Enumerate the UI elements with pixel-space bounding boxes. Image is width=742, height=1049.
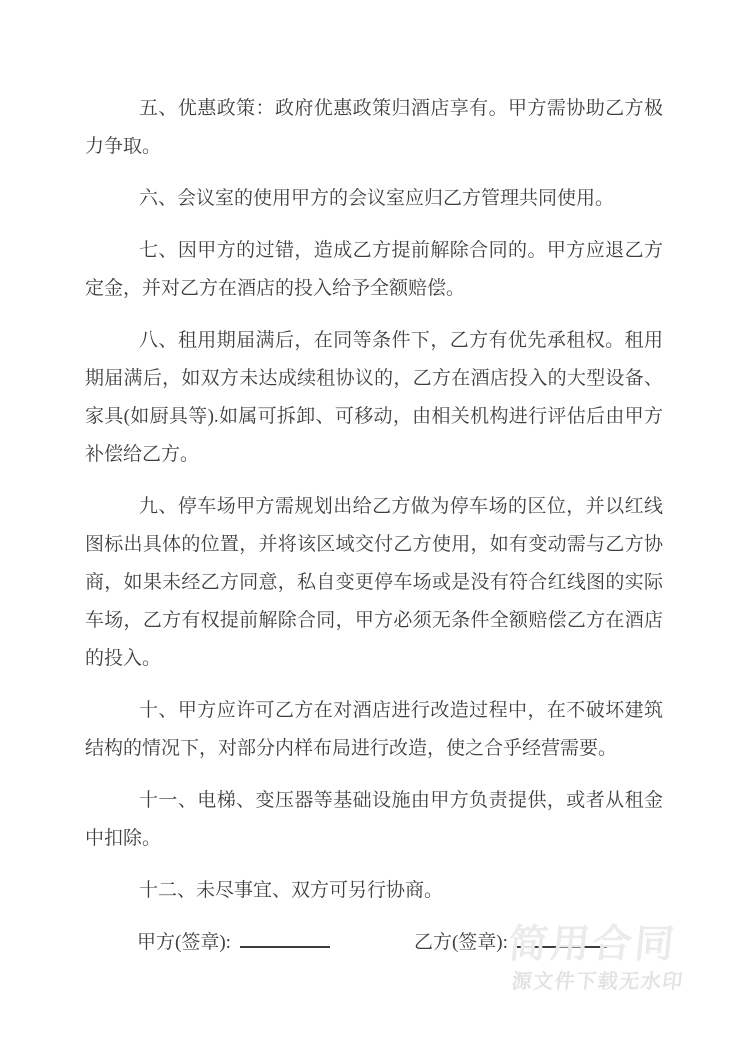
party-b-signature-label: 乙方(签章):: [413, 932, 508, 953]
party-a-signature-label: 甲方(签章):: [137, 932, 231, 953]
watermark-subtitle: 源文件下载无水印: [510, 971, 685, 993]
party-a-signature-blank: [240, 927, 330, 948]
contract-clause-12: 十二、未尽事宜、双方可另行协商。: [139, 880, 444, 901]
contract-clause-6: 六、会议室的使用甲方的会议室应归乙方管理共同使用。: [139, 188, 615, 209]
contract-clause-9: 九、停车场甲方需规划出给乙方做为停车场的区位，并以红线图标出具体的位置，并将该区域交付乙方使用，如有变动需与乙方协商，如果未经乙方同意，私自变更停车场或是没有符合红线图的实际车场，乙方有权提前解除合同，甲方必须无条件全额赔偿乙方在酒店的投入。: [85, 496, 663, 669]
contract-clause-5: 五、优惠政策：政府优惠政策归酒店享有。甲方需协助乙方极力争取。: [85, 98, 663, 157]
contract-clause-8: 八、租用期届满后，在同等条件下，乙方有优先承租权。租用期届满后，如双方未达成续租协议的，乙方在酒店投入的大型设备、家具(如厨具等).如属可拆卸、可移动，由相关机构进行评估后由甲方补偿给乙方。: [85, 330, 663, 465]
contract-clause-11: 十一、电梯、变压器等基础设施由甲方负责提供，或者从租金中扣除。: [85, 790, 663, 849]
party-a-signature-group: [137, 924, 330, 962]
contract-clause-10: 十、甲方应许可乙方在对酒店进行改造过程中，在不破坏建筑结构的情况下，对部分内样布局进行改造，使之合乎经营需要。: [85, 700, 663, 759]
watermark-title: 简用合同: [506, 923, 679, 966]
contract-body: [85, 90, 663, 962]
contract-clause-7: 七、因甲方的过错，造成乙方提前解除合同的。甲方应退乙方定金，并对乙方在酒店的投入给予全额赔偿。: [85, 240, 663, 299]
